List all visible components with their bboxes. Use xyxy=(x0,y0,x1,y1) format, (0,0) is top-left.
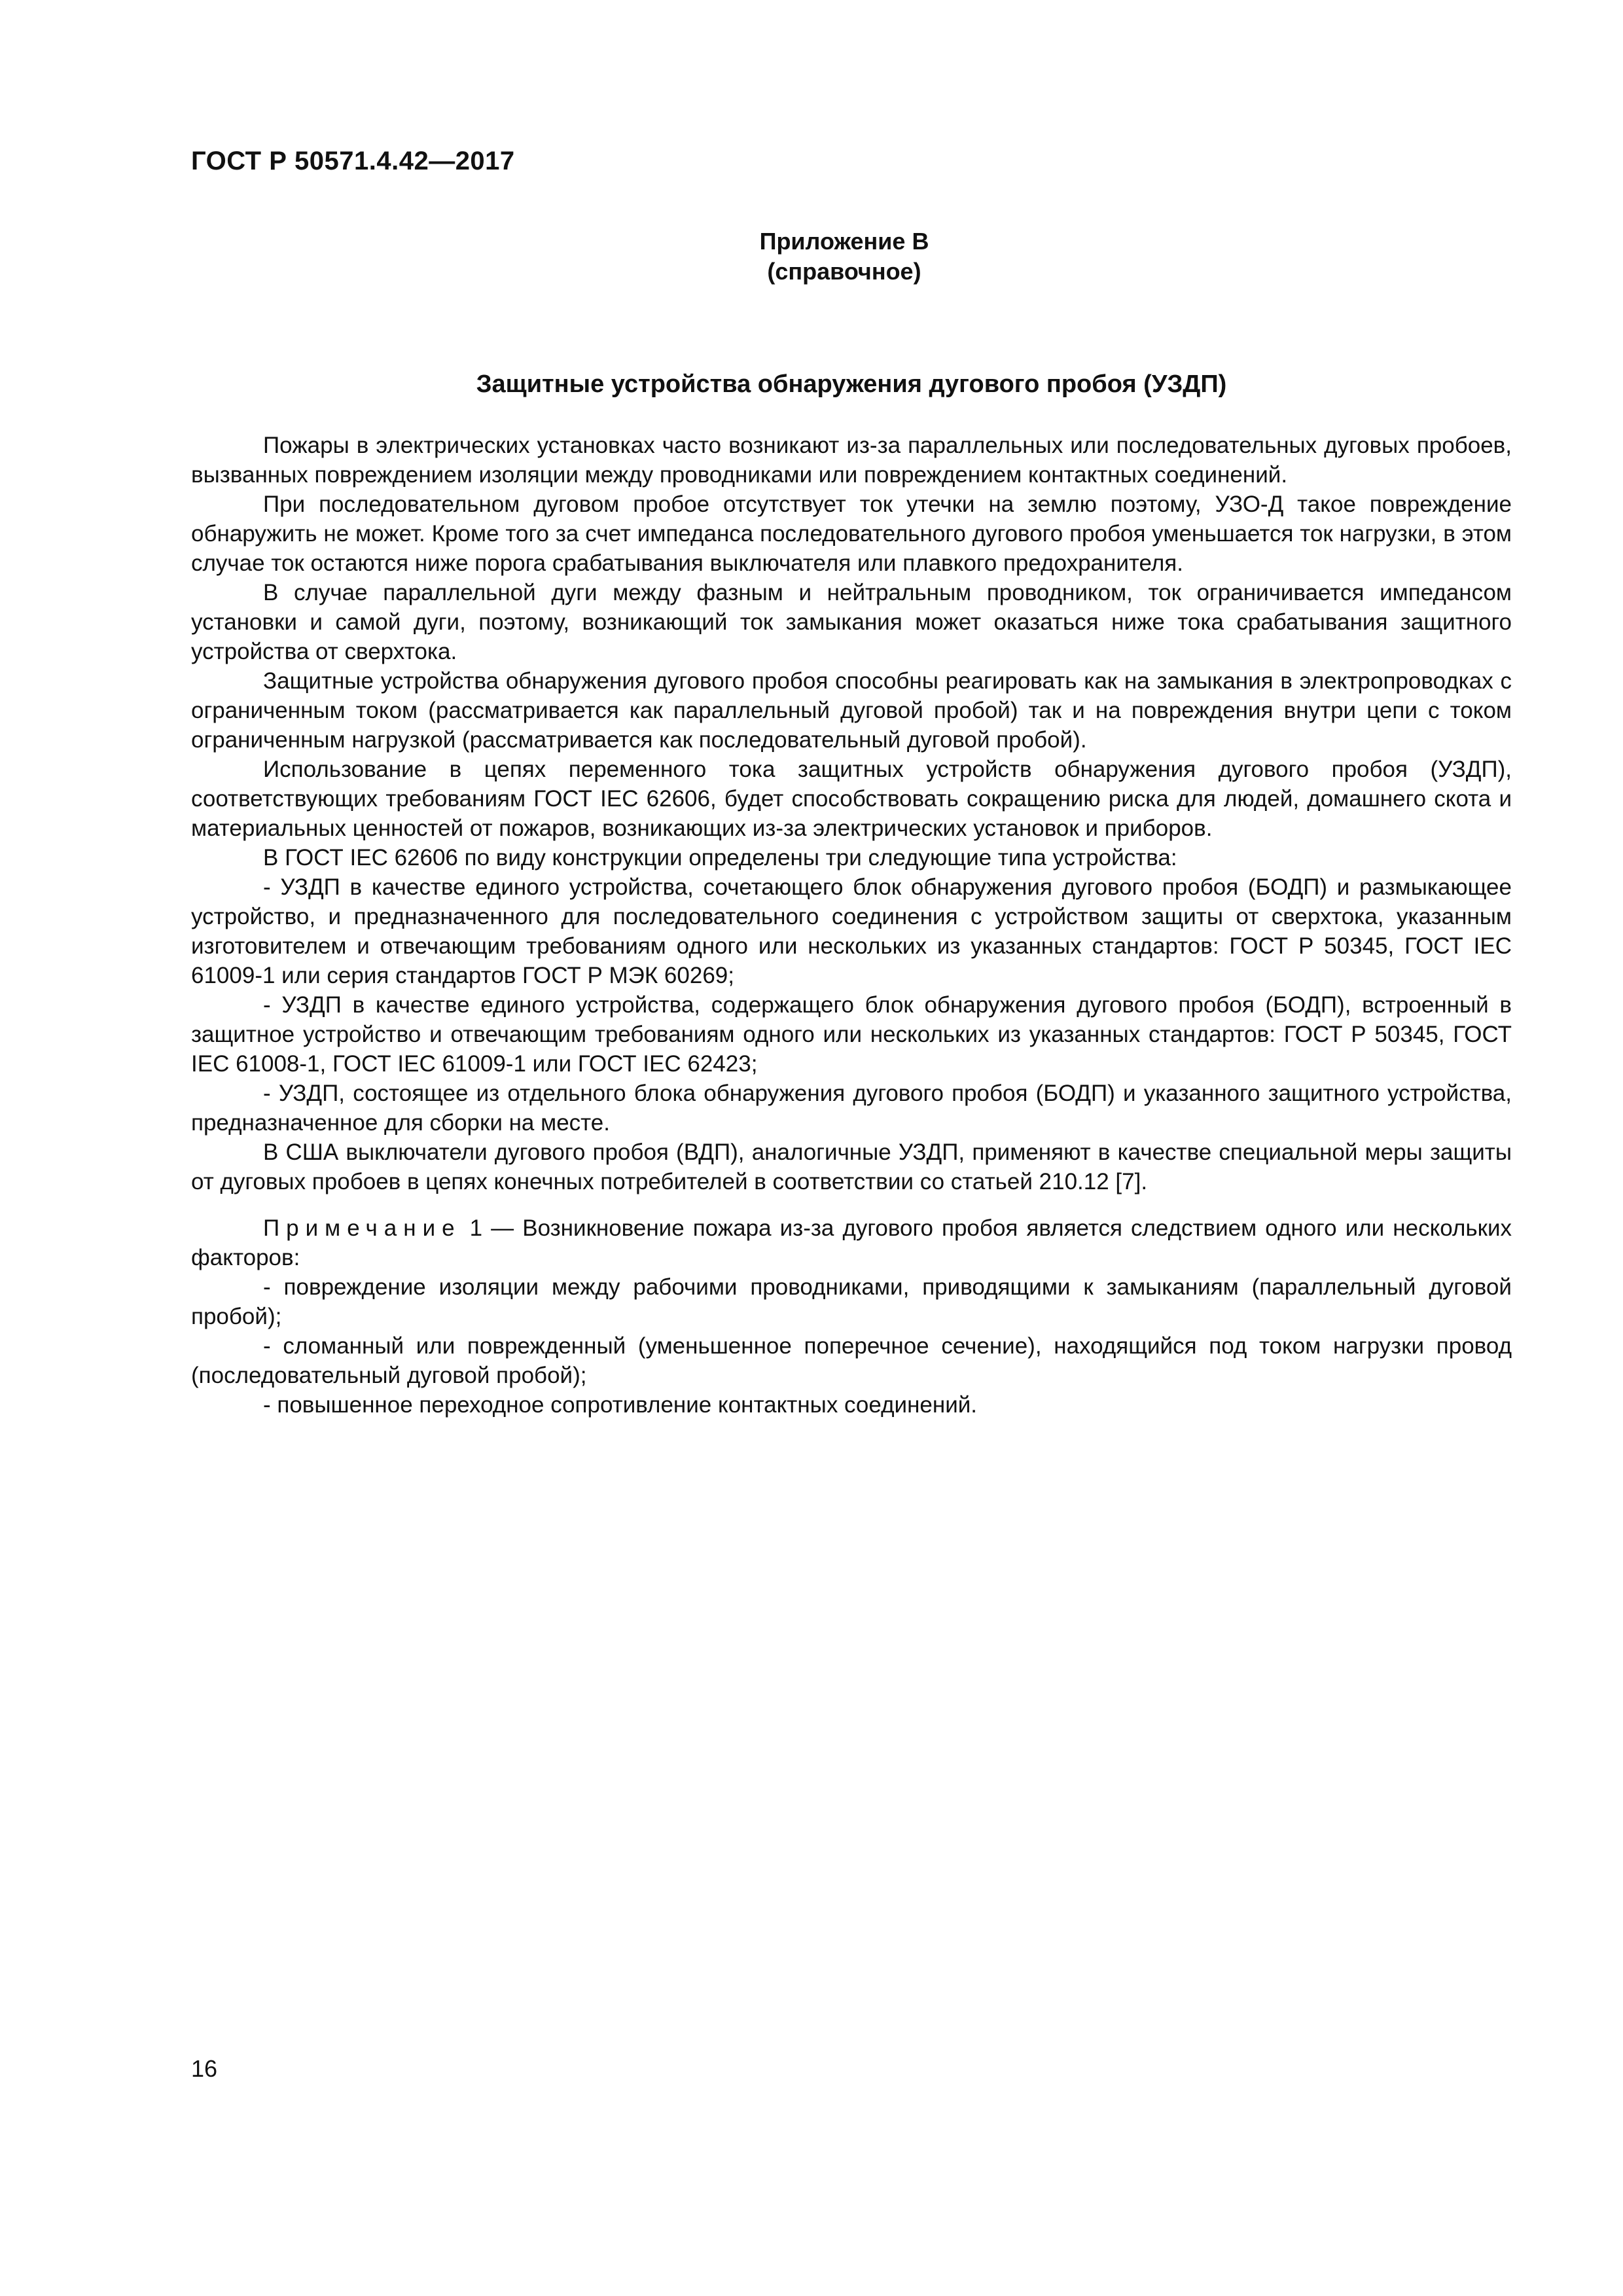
note-intro xyxy=(191,1213,1512,1272)
note-item: - сломанный или поврежденный (уменьшенное поперечное сечение), находящийся под током нагрузки провод (последовательный дуговой пробой); xyxy=(191,1333,1512,1388)
note xyxy=(191,1213,1512,1420)
appendix-label: Приложение В xyxy=(759,228,929,255)
body-text xyxy=(191,431,1512,1420)
document-code: ГОСТ Р 50571.4.42—2017 xyxy=(191,147,515,175)
page-number: 16 xyxy=(191,2055,218,2082)
paragraph: При последовательном дуговом пробое отсутствует ток утечки на землю поэтому, УЗО-Д такое повреждение обнаружить не может. Кроме того за счет импеданса последовательного дугового пробоя уменьшается ток нагрузки, в этом случае ток остаются ниже порога срабатывания выключателя или плавкого предохранителя. xyxy=(191,492,1512,576)
list-item: - УЗДП в качестве единого устройства, содержащего блок обнаружения дугового пробоя (БОДП), встроенный в защитное устройство и отвечающим требованиям одного или нескольких из указанных стандартов: ГОСТ Р 50345, ГОСТ IEC 61008-1, ГОСТ IEC 61009-1 или ГОСТ IEC 62423; xyxy=(191,992,1512,1077)
paragraph: Защитные устройства обнаружения дугового пробоя способны реагировать как на замыкания в электропроводках с ограниченным током (рассматривается как параллельный дуговой пробой) так и на повреждения внутри цепи с током ограниченным нагрузкой (рассматривается как последовательный дуговой пробой). xyxy=(191,668,1512,753)
appendix-heading xyxy=(628,226,1060,287)
paragraph: В ГОСТ IEC 62606 по виду конструкции определены три следующие типа устройства: xyxy=(263,845,1177,870)
appendix-type: (справочное) xyxy=(767,258,921,285)
note-item: - повышенное переходное сопротивление контактных соединений. xyxy=(263,1392,978,1418)
section-title: Защитные устройства обнаружения дугового пробоя (УЗДП) xyxy=(476,370,1227,398)
note-text: 1 — Возникновение пожара из-за дугового пробоя является следствием одного или нескольких факторов: xyxy=(191,1215,1512,1270)
list-item: - УЗДП в качестве единого устройства, сочетающего блок обнаружения дугового пробоя (БОДП) и размыкающее устройство, и предназначенного для последовательного соединения с устройством защиты от сверхтока, указанным изготовителем и отвечающим требованиям одного или нескольких из указанных стандартов: ГОСТ Р 50345, ГОСТ IEC 61009-1 или серия стандартов ГОСТ Р МЭК 60269; xyxy=(191,874,1512,988)
note-item: - повреждение изоляции между рабочими проводниками, приводящими к замыканиям (параллельный дуговой пробой); xyxy=(191,1274,1512,1329)
list-item: - УЗДП, состоящее из отдельного блока обнаружения дугового пробоя (БОДП) и указанного защитного устройства, предназначенное для сборки на месте. xyxy=(191,1081,1512,1136)
note-label: Примечание xyxy=(263,1215,461,1241)
paragraph: В случае параллельной дуги между фазным и нейтральным проводником, ток ограничивается импедансом установки и самой дуги, поэтому, возникающий ток замыкания может оказаться ниже тока срабатывания защитного устройства от сверхтока. xyxy=(191,580,1512,664)
paragraph: Пожары в электрических установках часто возникают из-за параллельных или последовательных дуговых пробоев, вызванных повреждением изоляции между проводниками или повреждением контактных соединений. xyxy=(191,433,1512,488)
paragraph: Использование в цепях переменного тока защитных устройств обнаружения дугового пробоя (УЗДП), соответствующих требованиям ГОСТ IEC 62606, будет способствовать сокращению риска для людей, домашнего скота и материальных ценностей от пожаров, возникающих из-за электрических установок и приборов. xyxy=(191,757,1512,841)
paragraph: В США выключатели дугового пробоя (ВДП), аналогичные УЗДП, применяют в качестве специальной меры защиты от дуговых пробоев в цепях конечных потребителей в соответствии со статьей 210.12 [7]. xyxy=(191,1139,1512,1194)
